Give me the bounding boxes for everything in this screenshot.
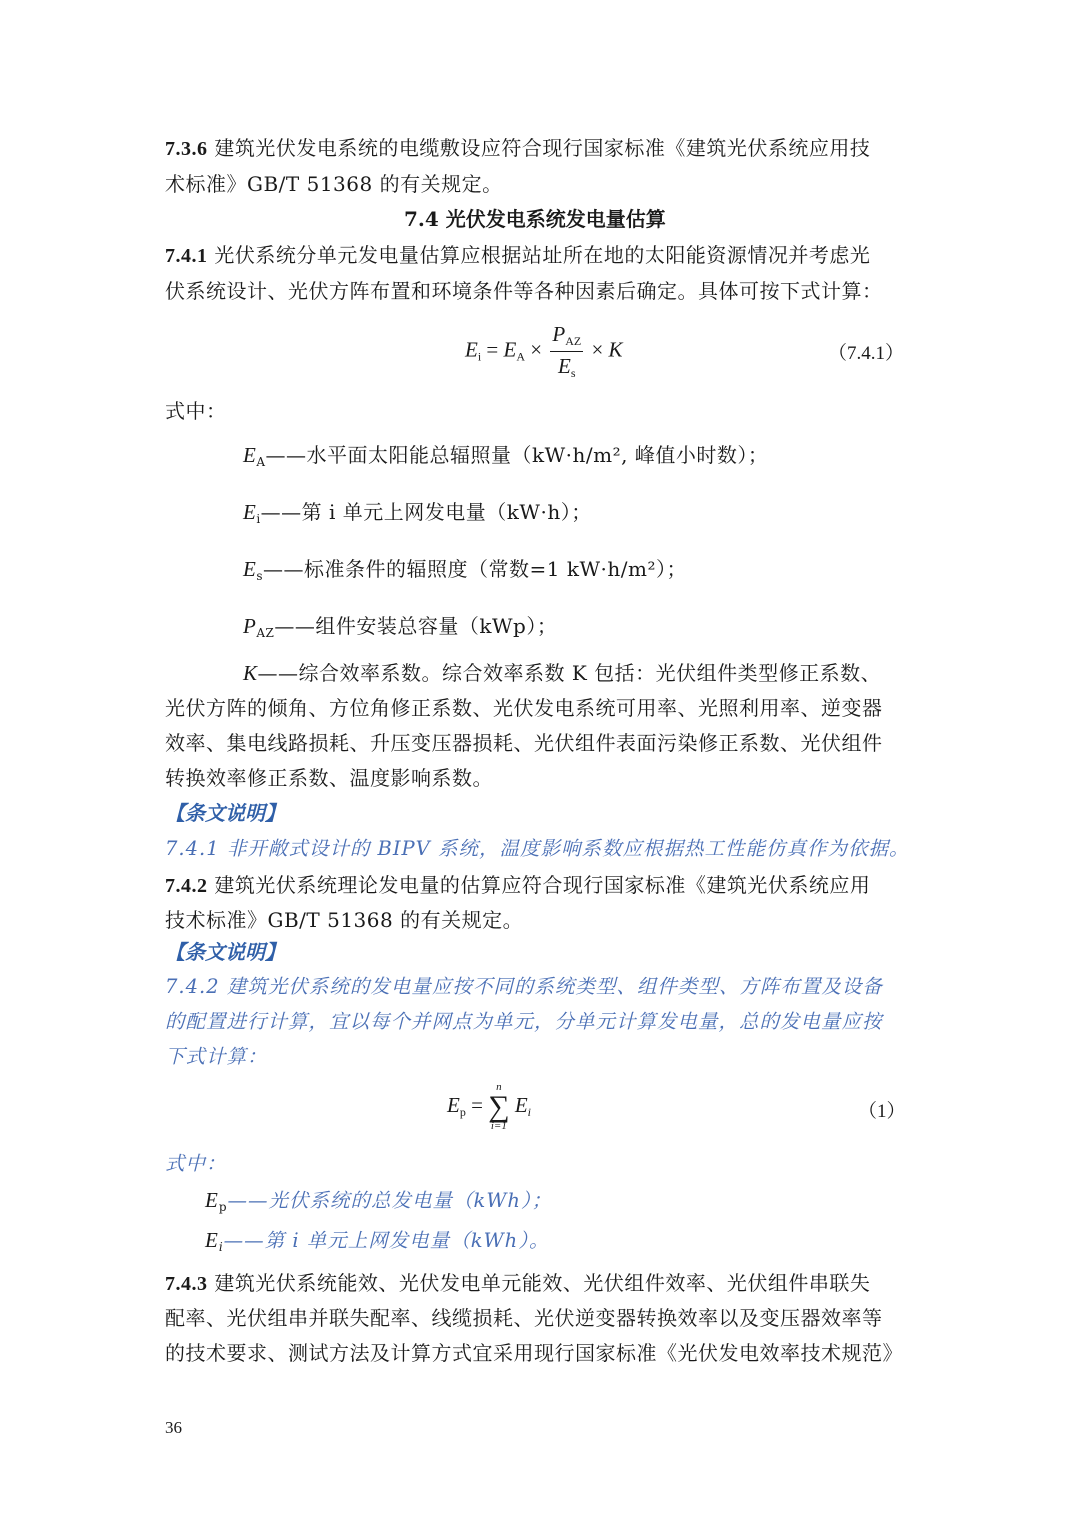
- definition-k-line2: 光伏方阵的倾角、方位角修正系数、光伏发电系统可用率、光照利用率、逆变器: [165, 696, 883, 720]
- note-heading: 【条文说明】: [165, 940, 285, 964]
- clause-7-4-2-line1: [165, 868, 870, 903]
- def-symbol: E: [243, 557, 257, 581]
- def-subscript: p: [218, 1200, 228, 1214]
- def-text: ——水平面太阳能总辐照量（kW·h/m², 峰值小时数）；: [265, 443, 769, 467]
- formula-operator: ×: [530, 337, 543, 362]
- def-symbol: E: [205, 1188, 219, 1212]
- def-text: ——标准条件的辐照度（常数=1 kW·h/m²）；: [263, 557, 687, 581]
- formula-subscript: i: [527, 1104, 531, 1119]
- clause-text: 建筑光伏发电系统的电缆敷设应符合现行国家标准《建筑光伏系统应用技: [214, 136, 871, 160]
- def-subscript: i: [218, 1240, 224, 1254]
- note-7-4-2-line2: 的配置进行计算，宜以每个并网点为单元，分单元计算发电量，总的发电量应按: [165, 1010, 883, 1033]
- definition-k-line3: 效率、集电线路损耗、升压变压器损耗、光伏组件表面污染修正系数、光伏组件: [165, 731, 883, 755]
- clause-number: 7.4.3: [165, 1273, 208, 1295]
- formula-symbol: K: [608, 337, 623, 362]
- formula-7-4-1: [465, 322, 623, 381]
- formula-subscript: p: [459, 1104, 466, 1119]
- formula-1: [447, 1082, 531, 1132]
- note-where-label: 式中：: [165, 1152, 227, 1175]
- formula-symbol: P: [552, 322, 566, 346]
- clause-7-4-2-line2: 技术标准》GB/T 51368 的有关规定。: [165, 908, 524, 932]
- formula-subscript: AZ: [565, 334, 582, 348]
- note-definition-ep: [205, 1183, 552, 1224]
- def-subscript: s: [256, 569, 263, 583]
- definition-k-line1: [243, 656, 881, 690]
- formula-symbol: E: [447, 1092, 460, 1117]
- def-subscript: AZ: [256, 626, 275, 640]
- sum-lower-limit: i=1: [490, 1120, 507, 1132]
- formula-symbol: E: [465, 337, 478, 362]
- clause-7-4-3-line1: [165, 1266, 870, 1301]
- def-text: ——组件安装总容量（kWp）；: [274, 614, 558, 638]
- clause-7-4-1-line2: 伏系统设计、光伏方阵布置和环境条件等各种因素后确定。具体可按下式计算：: [165, 279, 883, 303]
- page-number: 36: [165, 1418, 182, 1437]
- equation-number: （1）: [858, 1101, 906, 1122]
- def-symbol: E: [243, 500, 257, 524]
- def-subscript: i: [256, 512, 261, 526]
- formula-symbol: E: [558, 354, 571, 378]
- def-text: ——第 i 单元上网发电量（kW·h）；: [260, 500, 592, 524]
- formula-symbol: E: [514, 1092, 528, 1117]
- clause-7-4-3-line3: 的技术要求、测试方法及计算方式宜采用现行国家标准《光伏发电效率技术规范》: [165, 1341, 903, 1365]
- clause-number: 7.4.1: [165, 245, 208, 267]
- formula-subscript: s: [570, 366, 576, 380]
- note-heading: 【条文说明】: [165, 801, 285, 825]
- formula-operator: =: [486, 337, 499, 362]
- definition-ea: [243, 438, 768, 479]
- note-7-4-1: 7.4.1 非开敞式设计的 BIPV 系统，温度影响系数应根据热工性能仿真作为依据。: [165, 837, 910, 860]
- sum-upper-limit: n: [496, 1081, 502, 1093]
- clause-7-3-6-line2: 术标准》GB/T 51368 的有关规定。: [165, 172, 503, 196]
- definition-es: [243, 552, 687, 593]
- definition-ei: [243, 495, 592, 536]
- formula-fraction: [550, 322, 583, 381]
- formula-symbol: E: [503, 337, 517, 362]
- def-text: ——第 i 单元上网发电量（kWh）。: [223, 1229, 550, 1252]
- formula-subscript: i: [477, 349, 482, 364]
- where-label: 式中：: [165, 399, 227, 423]
- definition-paz: [243, 609, 557, 650]
- clause-number: 7.3.6: [165, 138, 208, 160]
- definition-k-line4: 转换效率修正系数、温度影响系数。: [165, 766, 493, 790]
- clause-7-4-3-line2: 配率、光伏组串并联失配率、线缆损耗、光伏逆变器转换效率以及变压器效率等: [165, 1306, 883, 1330]
- def-symbol: E: [243, 443, 257, 467]
- note-7-4-2-line1: 7.4.2 建筑光伏系统的发电量应按不同的系统类型、组件类型、方阵布置及设备: [165, 975, 883, 998]
- equation-number: （7.4.1）: [828, 343, 905, 364]
- sum-symbol: ∑: [488, 1090, 510, 1123]
- clause-7-4-1-line1: [165, 238, 870, 273]
- clause-text: 建筑光伏系统能效、光伏发电单元能效、光伏组件效率、光伏组件串联失: [214, 1271, 871, 1295]
- summation: [488, 1082, 509, 1132]
- clause-7-3-6-line1: [165, 131, 870, 166]
- def-symbol: E: [205, 1228, 219, 1252]
- formula-operator: ×: [591, 337, 604, 362]
- section-title: 7.4 光伏发电系统发电量估算: [404, 207, 666, 231]
- note-definition-ei: [205, 1223, 549, 1264]
- formula-operator: =: [471, 1092, 483, 1117]
- def-subscript: A: [256, 455, 266, 469]
- formula-subscript: A: [516, 349, 526, 364]
- note-7-4-2-line3: 下式计算：: [165, 1045, 268, 1068]
- clause-text: 建筑光伏系统理论发电量的估算应符合现行国家标准《建筑光伏系统应用: [214, 873, 871, 897]
- def-text: ——光伏系统的总发电量（kWh）；: [227, 1189, 553, 1212]
- def-text: ——综合效率系数。综合效率系数 K 包括：光伏组件类型修正系数、: [257, 661, 882, 685]
- def-symbol: K: [243, 661, 258, 685]
- def-symbol: P: [243, 614, 257, 638]
- clause-number: 7.4.2: [165, 875, 208, 897]
- clause-text: 光伏系统分单元发电量估算应根据站址所在地的太阳能资源情况并考虑光: [214, 243, 871, 267]
